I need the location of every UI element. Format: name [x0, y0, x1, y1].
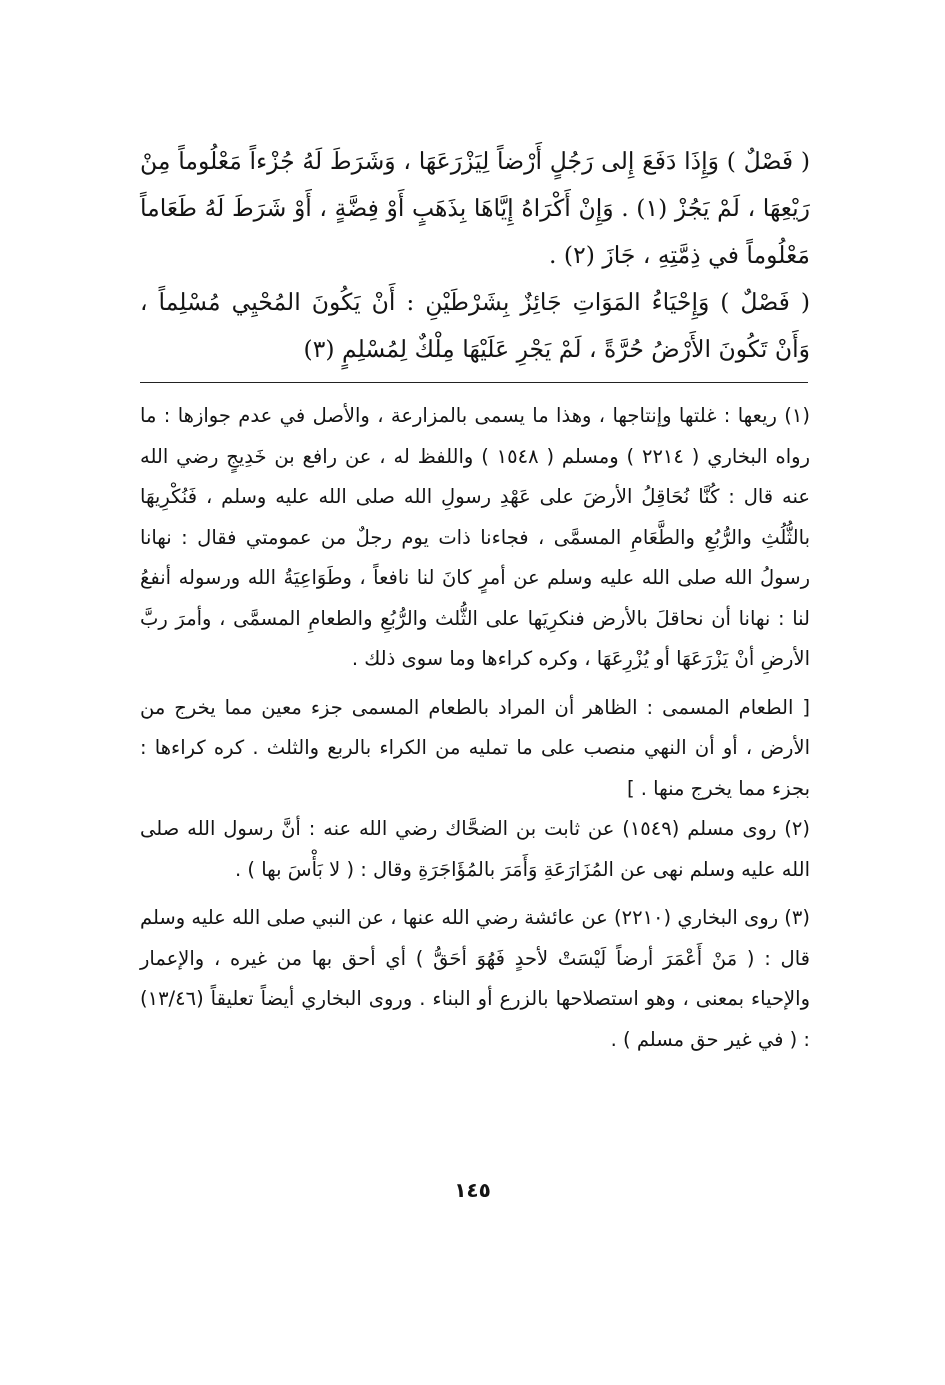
footnotes-section [140, 396, 810, 1060]
main-text-body [140, 138, 810, 373]
page-number: ١٤٥ [454, 1178, 491, 1202]
footnote-1: (١) ريعها : غلتها وإنتاجها ، وهذا ما يسمى بالمزارعة ، والأصل في عدم جوازها : ما رواه البخاري ( ٢٢١٤ ) ومسلم ( ١٥٤٨ ) واللفظ له ، عن رافع بن خَدِيجٍ رضي الله عنه قال : كُنَّا نُحَاقِلُ الأرضَ على عَهْدِ رسولِ الله صلى الله عليه وسلم ، فَنُكْرِيهَا بالثُّلُثِ والرُّبُعِ والطَّعَامِ المسمَّى ، فجاءنا ذات يوم رجلٌ من عمومتي فقال : نهانا رسولُ الله صلى الله عليه وسلم عن أمرٍ كانَ لنا نافعاً ، وطَوَاعِيَةُ الله ورسوله أنفعُ لنا : نهانا أن نحاقلَ بالأرض فنكرِيَها على الثُّلث والرُّبُعِ والطعامِ المسمَّى ، وأمرَ ربَّ الأرضِ أنْ يَزْرَعَهَا أو يُزْرِعَهَا ، وكره كراءها وما سوى ذلك . [140, 404, 811, 670]
footnote-1-gloss: [ الطعام المسمى : الظاهر أن المراد بالطعام المسمى جزء معين مما يخرج من الأرض ، أو أن النهي منصب على ما تمليه من الكراء بالربع والثلث . كره كراءها : بجزء مما يخرج منها . ] [140, 695, 810, 800]
footnote-2: (٢) روى مسلم (١٥٤٩) عن ثابت بن الضحَّاك رضي الله عنه : أنَّ رسول الله صلى الله عليه وسلم نهى عن المُزَارَعَةِ وَأَمَرَ بالمُؤَاجَرَةِ وقال : ( لا بَأْسَ بها ) . [140, 817, 810, 881]
footnote-divider [140, 382, 808, 383]
main-paragraph-reviving-land: ( فَصْلٌ ) وَإِحْيَاءُ المَوَاتِ جَائِزٌ بِشَرْطَيْنِ : أَنْ يَكُونَ المُحْيِي مُسْلِماً ، وَأَنْ تَكُونَ الأَرْضُ حُرَّةً ، لَمْ يَجْرِ عَلَيْهَا مِلْكٌ لِمُسْلِمٍ (٣) [140, 288, 810, 363]
main-paragraph-land-lease: ( فَصْلٌ ) وَإِذَا دَفَعَ إِلى رَجُلٍ أَرْضاً لِيَزْرَعَهَا ، وَشَرَطَ لَهُ جُزْءاً مَعْلُوماً مِنْ رَيْعِهَا ، لَمْ يَجُزْ (١) . وَإِنْ أَكْرَاهُ إِيَّاهَا بِذَهَبٍ أَوْ فِضَّةٍ ، أَوْ شَرَطَ لَهُ طَعَاماً مَعْلُوماً في ذِمَّتِهِ ، جَازَ (٢) . [140, 147, 811, 269]
footnote-3: (٣) روى البخاري (٢٢١٠) عن عائشة رضي الله عنها ، عن النبي صلى الله عليه وسلم قال : ( مَنْ أَعْمَرَ أرضاً لَيْسَتْ لأحدٍ فَهُوَ أحَقُّ ) أي أحق بها من غيره ، والإعمار والإحياء بمعنى ، وهو استصلاحها بالزرع أو البناء . وروى البخاري أيضاً تعليقاً (١٣/٤٦) : ( في غير حق مسلم ) . [140, 906, 811, 1051]
